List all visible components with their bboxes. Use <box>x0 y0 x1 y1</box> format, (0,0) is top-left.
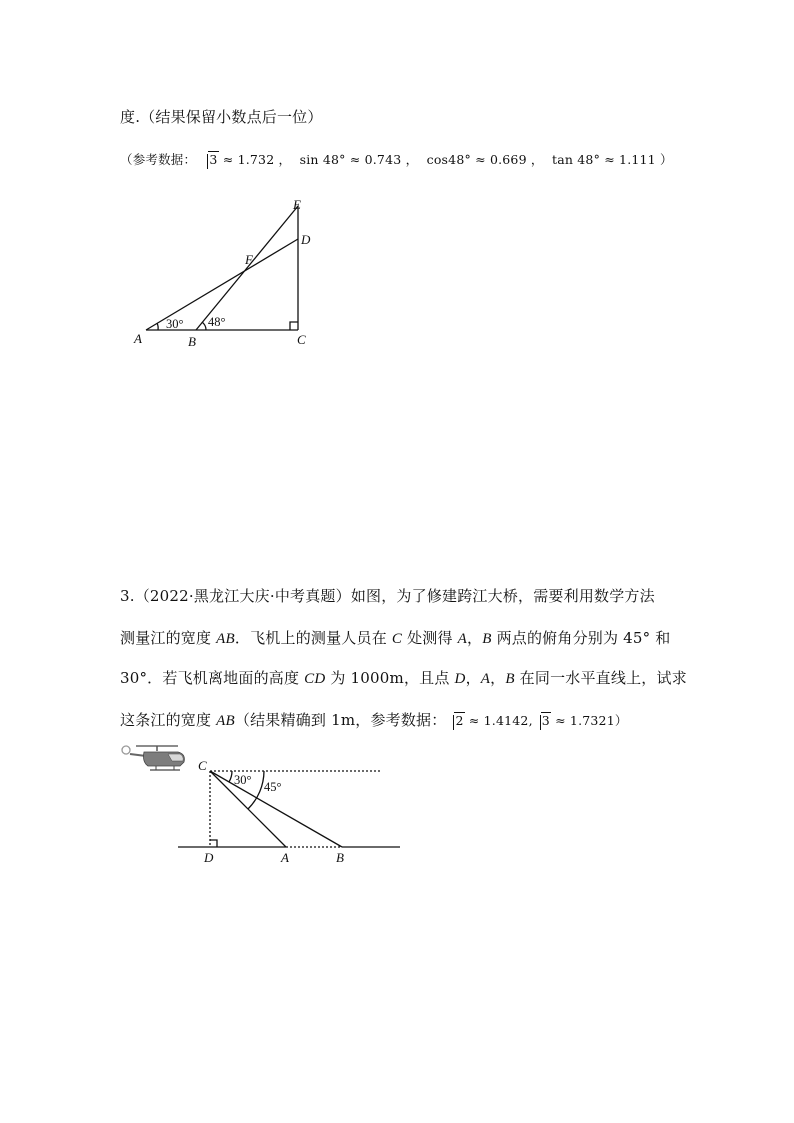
label-c: C <box>198 758 207 773</box>
sqrt3-value: ≈ 1.732 ， <box>218 152 292 167</box>
angle-label-30: 30° <box>234 773 252 787</box>
angle-arc-30 <box>229 771 232 782</box>
sqrt2-symbol: 2 <box>446 713 464 728</box>
angle-label-b: 48° <box>208 315 226 329</box>
reference-prefix: （参考数据： <box>120 152 197 167</box>
label-a: A <box>134 331 142 346</box>
sin48-value: sin 48° ≈ 0.743 ， <box>299 152 419 167</box>
label-d: D <box>204 850 214 865</box>
label-c: C <box>297 332 306 347</box>
label-b: B <box>188 334 196 349</box>
problem3-figure <box>118 742 418 872</box>
label-b: B <box>336 850 344 865</box>
angle-label-45: 45° <box>264 780 282 794</box>
label-d: D <box>301 232 311 247</box>
problem3-text-line1: 3.（2022·黑龙江大庆·中考真题）如图，为了修建跨江大桥，需要利用数学方法 <box>120 587 655 605</box>
segment-cd-ref: CD <box>304 671 326 687</box>
label-a: A <box>281 850 289 865</box>
problem2-text-line1: 度.（结果保留小数点后一位） <box>120 108 323 126</box>
right-angle-mark-c <box>290 322 298 330</box>
problem3-text-line4: 这条江的宽度 AB（结果精确到 1m，参考数据： 2 ≈ 1.4142, 3 ≈ 1.7321） <box>120 711 628 729</box>
tan48-value: tan 48° ≈ 1.111 ） <box>551 152 673 167</box>
cos48-value: cos48° ≈ 0.669 ， <box>426 152 544 167</box>
angle-arc-b <box>202 322 206 330</box>
right-angle-mark-d <box>210 840 217 847</box>
angle-arc-a <box>157 323 158 330</box>
problem3-text-line3: 30°．若飞机离地面的高度 CD 为 1000m，且点 D，A，B 在同一水平直线上，试求 <box>120 669 687 687</box>
segment-ab-ref: AB <box>216 631 235 647</box>
problem2-figure <box>120 190 360 360</box>
label-e: E <box>293 197 301 212</box>
helicopter-icon <box>122 746 184 770</box>
sqrt3-symbol: 3 <box>200 152 218 167</box>
problem3-text-line2: 测量江的宽度 AB．飞机上的测量人员在 C 处测得 A，B 两点的俯角分别为 45° 和 <box>120 629 671 647</box>
problem2-reference-data <box>120 150 673 168</box>
angle-label-a: 30° <box>166 317 184 331</box>
label-f: F <box>245 252 253 267</box>
sqrt3-symbol-2: 3 <box>533 713 551 728</box>
segment-be <box>196 206 298 330</box>
